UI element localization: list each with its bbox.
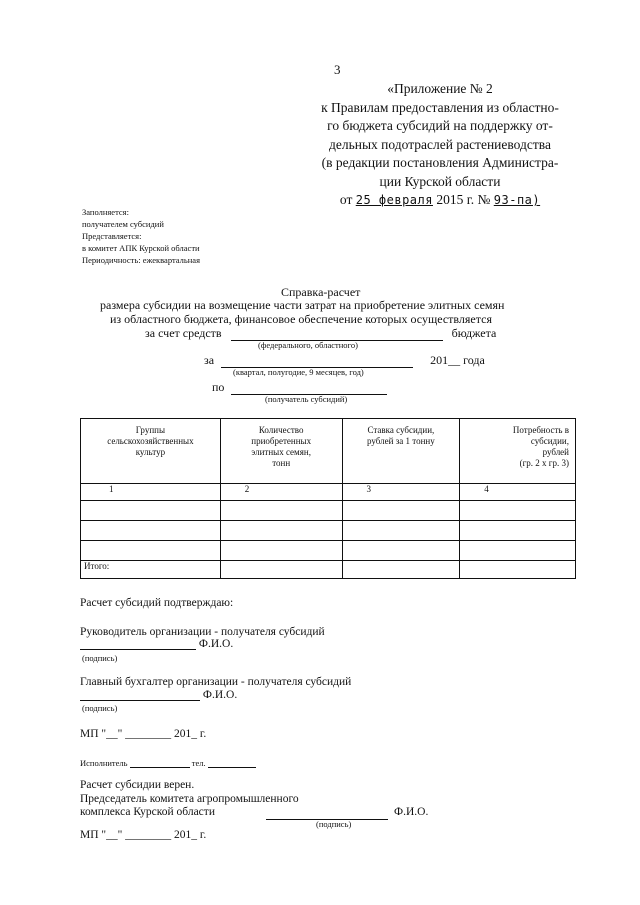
- header-quantity: Количество приобретенных элитных семян, тонн: [220, 419, 342, 484]
- verified-text: Расчет субсидии верен.: [80, 779, 195, 791]
- total-label: Итого:: [81, 561, 221, 579]
- appendix-line-4: дельных подотраслей растениеводства: [329, 136, 551, 152]
- table-header-row: [81, 419, 576, 484]
- handwritten-number: 93-па): [493, 193, 541, 207]
- filled-value: получателем субсидий: [82, 219, 164, 229]
- appendix-line-5: (в редакции постановления Администра-: [321, 155, 559, 170]
- chair-title-1: Председатель комитета агропромышленного: [80, 793, 299, 805]
- page-number: 3: [334, 62, 341, 77]
- filled-label: Заполняется:: [82, 207, 129, 217]
- subsidy-table: [80, 418, 576, 579]
- head-sign-hint: (подпись): [82, 653, 118, 663]
- appendix-line-6: ции Курской области: [379, 173, 501, 189]
- appendix-date-line: от 25 февраля 2015 г. № 93-па): [339, 192, 541, 207]
- submitted-value: в комитет АПК Курской области: [82, 243, 200, 253]
- confirm-text: Расчет субсидий подтверждаю:: [80, 597, 234, 609]
- recipient-hint: (получатель субсидий): [265, 394, 348, 404]
- periodicity: Периодичность: ежеквартальная: [82, 255, 200, 265]
- document-title: Справка-расчет: [281, 285, 361, 299]
- table-row: [81, 521, 576, 541]
- accountant-signature-line: Ф.И.О.: [80, 689, 237, 701]
- accountant-title: Главный бухгалтер организации - получателя субсидий: [80, 676, 352, 688]
- appendix-line-2: к Правилам предоставления из областно-: [321, 99, 559, 115]
- header-need: Потребность в субсидии, рублей (гр. 2 х гр. 3): [460, 419, 576, 484]
- recipient-line: по: [212, 380, 387, 395]
- stamp-date-line: МП "__" ________ 201_ г.: [80, 728, 207, 740]
- heading-line-1: размера субсидии на возмещение части затрат на приобретение элитных семян: [100, 298, 505, 312]
- chair-title-2: комплекса Курской области: [80, 806, 215, 818]
- table-row: [81, 541, 576, 561]
- table-row: [81, 501, 576, 521]
- head-signature-line: Ф.И.О.: [80, 638, 233, 650]
- heading-line-2: из областного бюджета, финансовое обеспечение которых осуществляется: [110, 312, 492, 326]
- period-hint: (квартал, полугодие, 9 месяцев, год): [233, 367, 364, 377]
- appendix-line-1: «Приложение № 2: [387, 81, 493, 96]
- head-title: Руководитель организации - получателя субсидий: [80, 626, 325, 638]
- chair-sign-hint: (подпись): [316, 819, 352, 829]
- budget-hint: (федерального, областного): [258, 340, 358, 350]
- appendix-line-3: го бюджета субсидий на поддержку от-: [327, 118, 553, 133]
- executor-line: Исполнитель тел.: [80, 758, 256, 768]
- stamp-date-line-2: МП "__" ________ 201_ г.: [80, 829, 207, 841]
- form-meta: [82, 206, 200, 266]
- chair-fio: Ф.И.О.: [394, 806, 429, 818]
- heading-line-3: за счет средств бюджета: [145, 326, 497, 340]
- column-number-row: 1 2 3 4: [81, 484, 576, 501]
- handwritten-date: 25 февраля: [355, 193, 433, 207]
- period-line: за 201__ года: [204, 353, 485, 367]
- accountant-sign-hint: (подпись): [82, 703, 118, 713]
- total-row: [81, 561, 576, 579]
- submitted-label: Представляется:: [82, 231, 142, 241]
- header-rate: Ставка субсидии, рублей за 1 тонну: [342, 419, 460, 484]
- header-groups: Группы сельскохозяйственных культур: [81, 419, 221, 484]
- appendix-header: [300, 80, 580, 210]
